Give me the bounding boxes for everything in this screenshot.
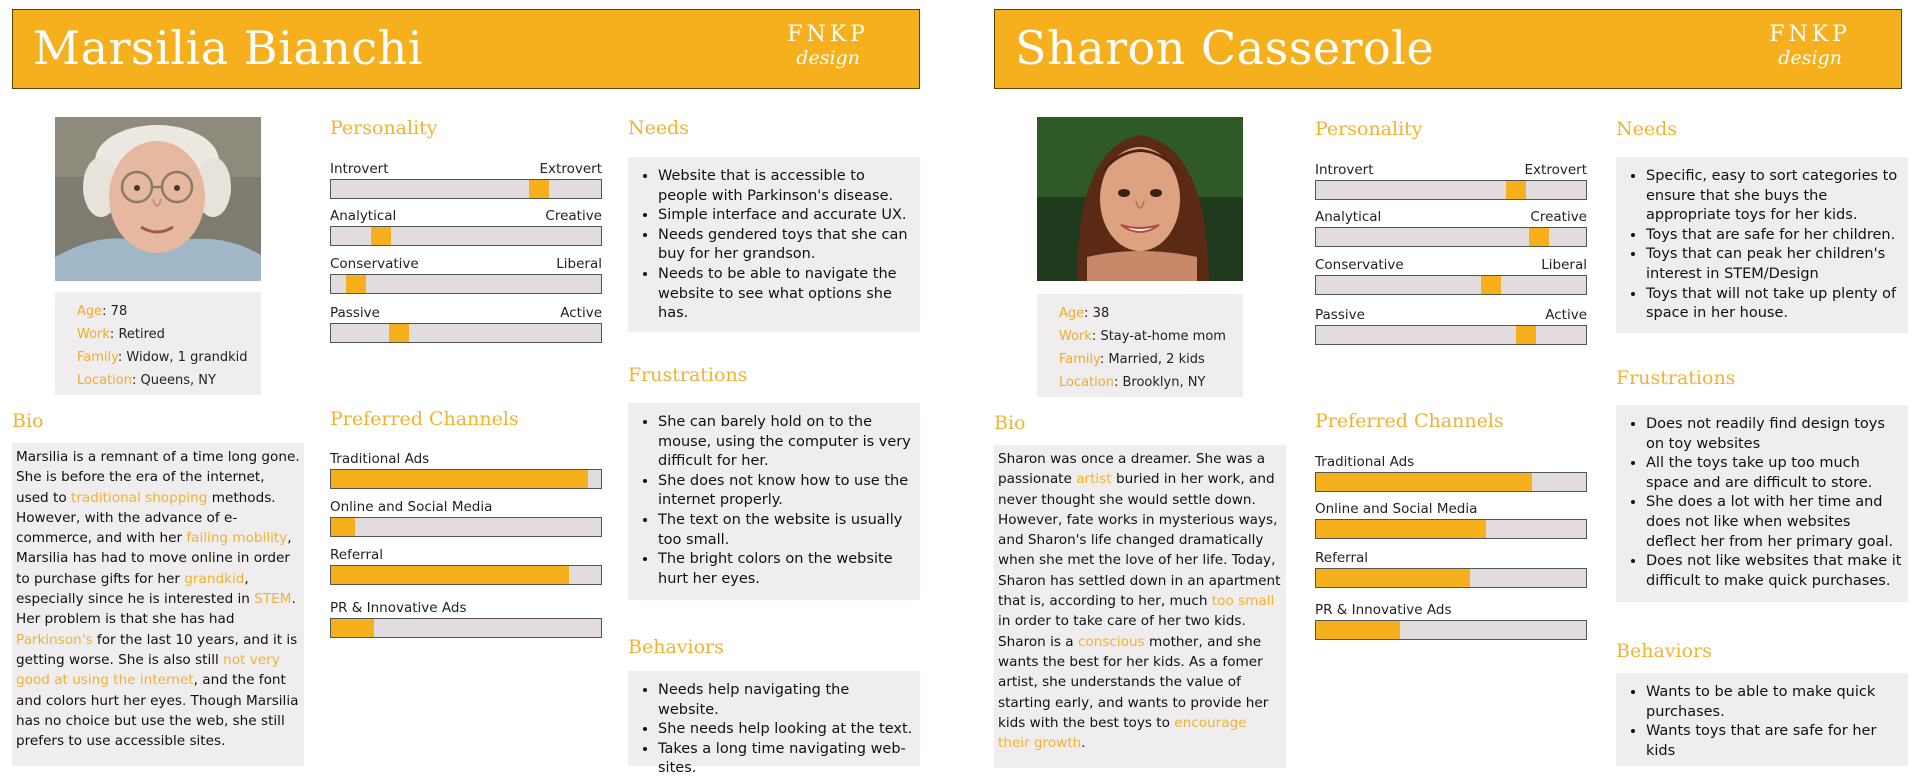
trait-slider-track — [330, 179, 602, 199]
needs-box — [628, 157, 920, 332]
channel-fill — [1316, 520, 1486, 538]
preferred-channels-heading: Preferred Channels — [1315, 410, 1504, 432]
work-value: Retired — [118, 327, 165, 342]
trait-right-label: Extrovert — [539, 161, 602, 177]
bio-segment: in order to take care of her two kids. Sharon is a — [998, 613, 1246, 650]
channel-label: Online and Social Media — [1315, 501, 1478, 517]
trait-left-label: Analytical — [330, 208, 397, 224]
trait-left-label: Passive — [330, 305, 380, 321]
channel-fill — [1316, 569, 1470, 587]
channel-traditional-ads — [330, 449, 602, 489]
trait-analytical-creative — [330, 206, 602, 246]
channel-label: Online and Social Media — [330, 499, 493, 515]
channel-bar — [330, 517, 602, 537]
trait-marker — [1529, 228, 1549, 246]
brand-logo — [787, 22, 869, 69]
bio-segment: . — [1081, 735, 1086, 752]
family-row — [77, 346, 261, 369]
bio-highlight: artist — [1076, 471, 1112, 488]
channel-pr-innovative — [1315, 600, 1587, 640]
bio-highlight: encourage their growth — [998, 714, 1247, 752]
channel-label: PR & Innovative Ads — [330, 600, 467, 616]
bio-text — [12, 443, 304, 766]
bio-heading: Bio — [12, 410, 44, 432]
trait-slider-track — [1315, 325, 1587, 345]
bio-segment: , especially since he is interested in — [16, 570, 255, 608]
channel-bar — [1315, 620, 1587, 640]
channel-bar — [330, 618, 602, 638]
trait-marker — [1481, 276, 1501, 294]
list-item: • Wants to be able to make quick purchases. — [1646, 683, 1902, 722]
trait-left-label: Conservative — [330, 256, 419, 272]
channel-label: PR & Innovative Ads — [1315, 602, 1452, 618]
needs-box — [1616, 157, 1908, 333]
bio-segment: , and the font and colors hurt her eyes. Though Marsilia has no choice but use the web, she still prefers to use accessible sites. — [16, 672, 299, 750]
bio-segment: Sharon was once a dreamer. She was a passionate — [998, 451, 1266, 488]
location-row — [1059, 371, 1243, 394]
channel-label: Traditional Ads — [330, 451, 430, 467]
behaviors-box — [1616, 673, 1908, 766]
list-item: • Wants toys that are safe for her kids — [1646, 722, 1902, 761]
channel-bar — [1315, 472, 1587, 492]
trait-slider-track — [1315, 275, 1587, 295]
work-separator: : — [109, 327, 119, 342]
persona-photo — [1037, 117, 1243, 281]
channel-online-social — [330, 497, 602, 537]
trait-passive-active — [1315, 305, 1587, 345]
trait-conservative-liberal — [1315, 255, 1587, 295]
frustrations-box — [1616, 405, 1908, 602]
location-label: Location — [77, 373, 132, 388]
bio-segment: Marsilia is a remnant of a time long gone. She is before the era of the internet, used to — [16, 449, 300, 506]
work-label: Work — [77, 327, 110, 342]
trait-slider-track — [330, 226, 602, 246]
age-label: Age — [77, 304, 103, 319]
trait-slider-track — [1315, 227, 1587, 247]
channel-bar — [330, 469, 602, 489]
trait-slider-track — [330, 274, 602, 294]
behaviors-list — [628, 671, 920, 779]
personality-heading: Personality — [330, 117, 438, 139]
list-item: • She does not know how to use the internet properly. — [658, 472, 914, 511]
bio-highlight: traditional shopping — [70, 489, 208, 506]
age-separator: : — [102, 304, 111, 319]
persona-details — [55, 292, 261, 395]
bio-segment: for the last 10 years, and it is getting worse. She is also still — [16, 631, 298, 668]
age-separator: : — [1084, 306, 1093, 321]
needs-list — [1616, 157, 1908, 324]
list-item: • The bright colors on the website hurt her eyes. — [658, 550, 914, 589]
list-item: • Needs gendered toys that she can buy for her grandson. — [658, 226, 914, 265]
trait-conservative-liberal — [330, 254, 602, 294]
persona-photo — [55, 117, 261, 281]
trait-right-label: Creative — [1530, 209, 1587, 225]
frustrations-heading: Frustrations — [628, 364, 748, 386]
trait-analytical-creative — [1315, 207, 1587, 247]
work-row — [1059, 325, 1243, 348]
channel-referral — [330, 545, 602, 585]
list-item: • She can barely hold on to the mouse, using the computer is very difficult for her. — [658, 413, 914, 472]
persona-details — [1037, 294, 1243, 397]
list-item: • Needs help navigating the website. — [658, 681, 914, 720]
name-banner — [994, 9, 1902, 89]
trait-right-label: Liberal — [556, 256, 602, 272]
trait-right-label: Liberal — [1541, 257, 1587, 273]
work-row — [77, 323, 261, 346]
channel-bar — [1315, 519, 1587, 539]
age-value: 38 — [1092, 306, 1110, 321]
bio-highlight: Parkinson's — [16, 631, 93, 648]
list-item: • Specific, easy to sort categories to ensure that she buys the appropriate toys for her kids. — [1646, 167, 1902, 226]
age-label: Age — [1059, 306, 1085, 321]
family-value: Widow, 1 grandkid — [126, 350, 248, 365]
family-row — [1059, 348, 1243, 371]
brand-name: FNKP — [787, 22, 869, 47]
list-item: • Does not like websites that make it difficult to make quick purchases. — [1646, 552, 1902, 591]
channel-fill — [1316, 621, 1400, 639]
channel-referral — [1315, 548, 1587, 588]
family-label: Family — [77, 350, 118, 365]
trait-left-label: Conservative — [1315, 257, 1404, 273]
age-row — [1059, 302, 1243, 325]
age-row — [77, 300, 261, 323]
family-label: Family — [1059, 352, 1100, 367]
work-value: Stay-at-home mom — [1100, 329, 1226, 344]
trait-introvert-extrovert — [1315, 160, 1587, 200]
persona-card-sharon — [985, 0, 1920, 780]
behaviors-heading: Behaviors — [628, 636, 724, 658]
bio-segment: . Her problem is that she has had — [16, 591, 296, 628]
frustrations-heading: Frustrations — [1616, 367, 1736, 389]
brand-tagline: design — [796, 47, 860, 69]
frustrations-list — [628, 403, 920, 589]
persona-name: Marsilia Bianchi — [33, 21, 423, 75]
list-item: • She needs help looking at the text. — [658, 720, 914, 740]
age-value: 78 — [110, 304, 128, 319]
family-separator: : — [1099, 352, 1109, 367]
list-item: • All the toys take up too much space and are difficult to store. — [1646, 454, 1902, 493]
trait-marker — [389, 324, 409, 342]
personality-heading: Personality — [1315, 118, 1423, 140]
channel-fill — [331, 518, 355, 536]
location-separator: : — [131, 373, 141, 388]
trait-left-label: Introvert — [330, 161, 389, 177]
trait-right-label: Active — [560, 305, 602, 321]
preferred-channels-heading: Preferred Channels — [330, 408, 519, 430]
bio-highlight: conscious — [1077, 633, 1145, 650]
channel-traditional-ads — [1315, 452, 1587, 492]
list-item: • Takes a long time navigating web-sites. — [658, 740, 914, 779]
work-label: Work — [1059, 329, 1092, 344]
brand-logo — [1769, 22, 1851, 69]
location-label: Location — [1059, 375, 1114, 390]
list-item: • She does a lot with her time and does not like when websites deflect her from her primary goal. — [1646, 493, 1902, 552]
trait-slider-track — [1315, 180, 1587, 200]
list-item: • Website that is accessible to people with Parkinson's disease. — [658, 167, 914, 206]
family-value: Married, 2 kids — [1108, 352, 1205, 367]
trait-right-label: Active — [1545, 307, 1587, 323]
channel-fill — [331, 470, 588, 488]
list-item: • Toys that can peak her children's interest in STEM/Design — [1646, 245, 1902, 284]
channel-label: Referral — [330, 547, 384, 563]
needs-heading: Needs — [1616, 118, 1678, 140]
location-row — [77, 369, 261, 392]
list-item: • Toys that will not take up plenty of space in her house. — [1646, 285, 1902, 324]
trait-marker — [529, 180, 549, 198]
bio-segment: , Marsilia has had to move online in order to purchase gifts for her — [16, 530, 292, 587]
bio-heading: Bio — [994, 412, 1026, 434]
needs-heading: Needs — [628, 117, 690, 139]
list-item: • Simple interface and accurate UX. — [658, 206, 914, 226]
list-item: • The text on the website is usually too small. — [658, 511, 914, 550]
trait-right-label: Extrovert — [1524, 162, 1587, 178]
bio-segment: mother, and she wants the best for her kids. As a fomer artist, she understands the value of starting early, and wants to provide her kids with the best toys to — [998, 633, 1269, 731]
location-value: Queens, NY — [140, 373, 216, 388]
channel-online-social — [1315, 499, 1587, 539]
channel-fill — [331, 619, 374, 637]
channel-pr-innovative — [330, 598, 602, 638]
behaviors-heading: Behaviors — [1616, 640, 1712, 662]
trait-left-label: Passive — [1315, 307, 1365, 323]
location-separator: : — [1113, 375, 1123, 390]
trait-introvert-extrovert — [330, 159, 602, 199]
trait-marker — [371, 227, 391, 245]
trait-marker — [1516, 326, 1536, 344]
bio-highlight: STEM — [254, 591, 292, 608]
list-item: • Toys that are safe for her children. — [1646, 226, 1902, 246]
persona-name: Sharon Casserole — [1015, 21, 1435, 75]
trait-slider-track — [330, 323, 602, 343]
brand-name: FNKP — [1769, 22, 1851, 47]
trait-passive-active — [330, 303, 602, 343]
trait-left-label: Analytical — [1315, 209, 1382, 225]
behaviors-box — [628, 671, 920, 777]
frustrations-list — [1616, 405, 1908, 591]
brand-tagline: design — [1778, 47, 1842, 69]
channel-fill — [1316, 473, 1532, 491]
trait-left-label: Introvert — [1315, 162, 1374, 178]
channel-label: Traditional Ads — [1315, 454, 1415, 470]
bio-highlight: failing mobility — [186, 530, 288, 547]
family-separator: : — [117, 350, 127, 365]
channel-fill — [331, 566, 569, 584]
bio-segment: buried in her work, and never thought she would settle down. However, fate works in mysterious ways, and Sharon's life changed dramatically when she met the love of her life. Today, Sharon has settled down in an apartment that is, according to her, much — [998, 471, 1281, 610]
list-item: • Does not readily find design toys on toy websites — [1646, 415, 1902, 454]
bio-highlight: not very good at using the internet — [16, 651, 280, 689]
frustrations-box — [628, 403, 920, 600]
persona-card-marsilia — [0, 0, 940, 780]
name-banner — [12, 9, 920, 89]
needs-list — [628, 157, 920, 324]
channel-bar — [330, 565, 602, 585]
bio-highlight: grandkid — [184, 570, 245, 587]
work-separator: : — [1091, 329, 1101, 344]
channel-bar — [1315, 568, 1587, 588]
behaviors-list — [1616, 673, 1908, 761]
channel-label: Referral — [1315, 550, 1369, 566]
list-item: • Needs to be able to navigate the website to see what options she has. — [658, 265, 914, 324]
trait-marker — [346, 275, 366, 293]
location-value: Brooklyn, NY — [1122, 375, 1206, 390]
trait-right-label: Creative — [545, 208, 602, 224]
trait-marker — [1506, 181, 1526, 199]
bio-segment: methods. However, with the advance of e-commerce, and with her — [16, 489, 276, 547]
bio-highlight: too small — [1211, 593, 1275, 610]
bio-text — [994, 445, 1286, 768]
